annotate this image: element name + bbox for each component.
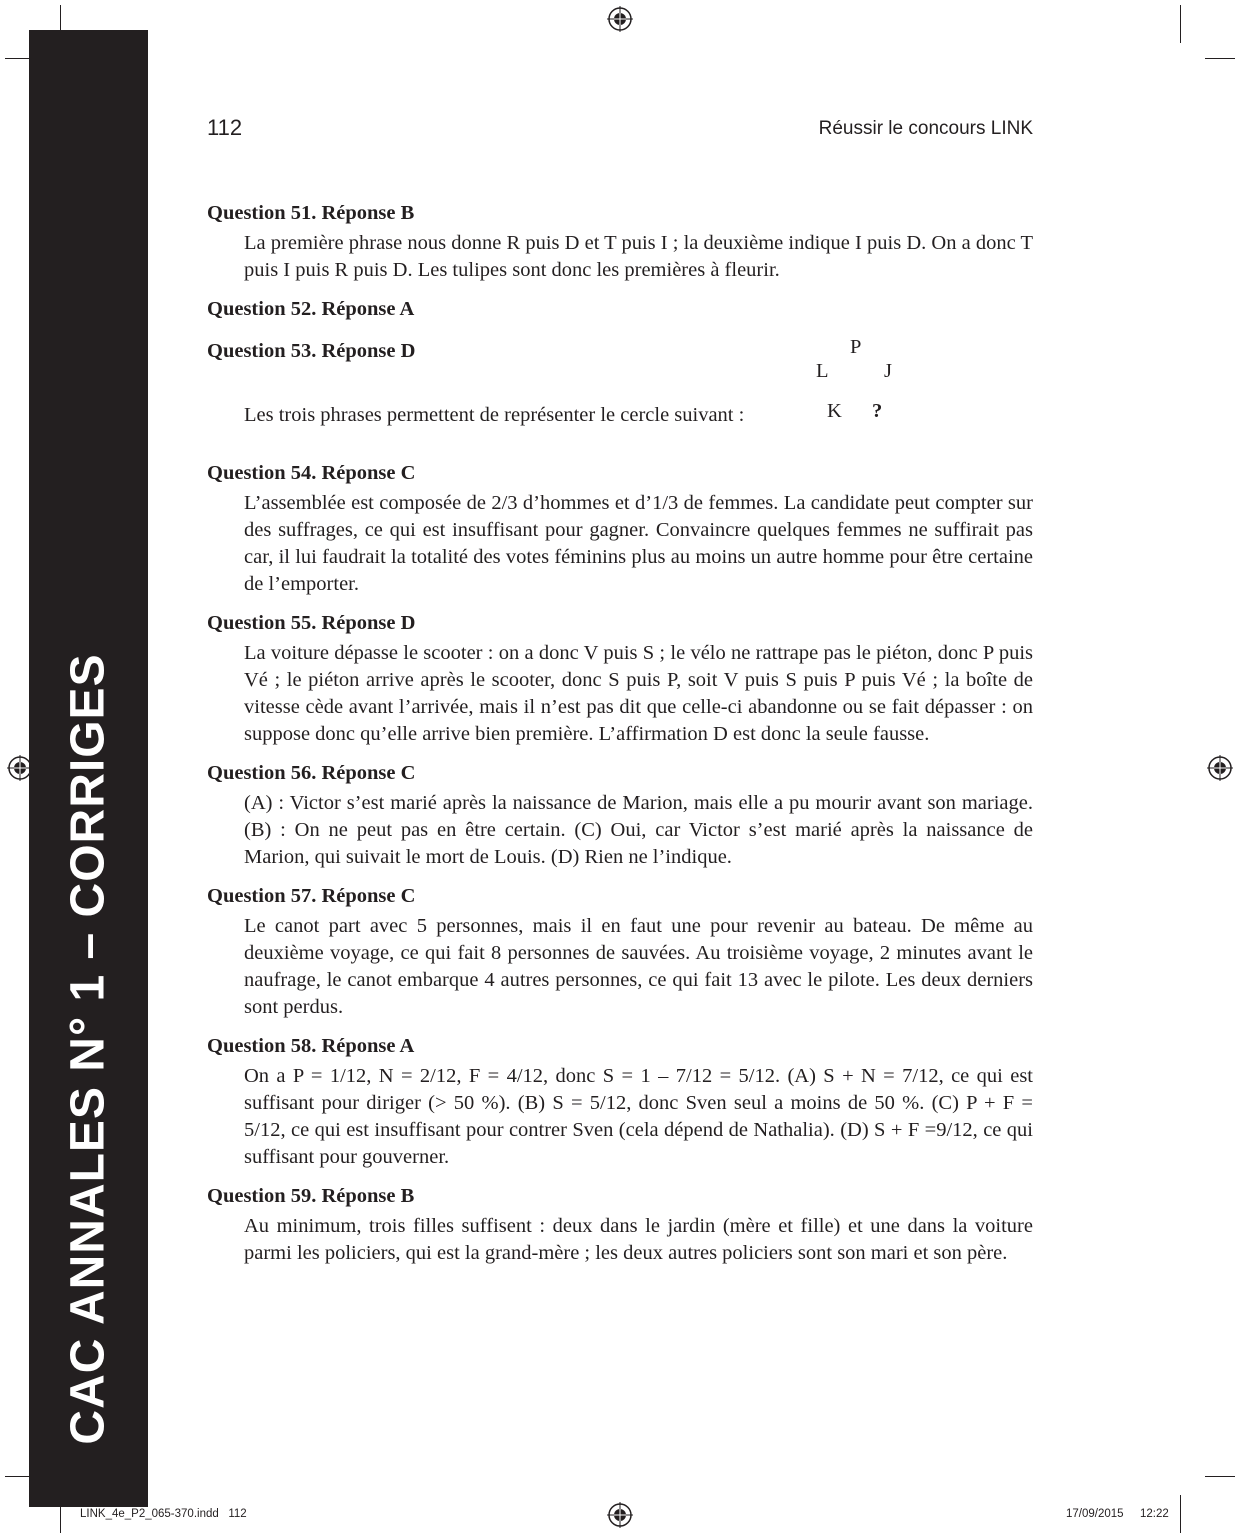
question-title: Question 59. Réponse B [207,1185,415,1207]
question-answer-text: Au minimum, trois filles suffisent : deux dans le jardin (mère et fille) et une dans la voiture parmi les policiers, qui est la grand-mère ; les deux autres policiers sont son mari et son père. [244,1215,1033,1264]
question-answer-text: Le canot part avec 5 personnes, mais il en faut une pour revenir au bateau. De même au deuxième voyage, ce qui fait 8 personnes de sauvées. Au troisième voyage, 2 minutes avant le naufrage, le canot embarque 4 autres personnes, ce qui fait 13 avec le pilote. Les deux derniers sont perdus. [244,915,1033,1018]
circle-letter-bottom-left: K [827,400,842,422]
crop-mark-bottom-right-h [1205,1476,1235,1477]
question-title: Question 55. Réponse D [207,612,416,634]
circle-letter-bottom-right: ? [872,400,883,422]
question-51 [207,199,1033,284]
registration-mark-right-icon [1207,755,1233,781]
question-answer-text: On a P = 1/12, N = 2/12, F = 4/12, donc S = 1 – 7/12 = 5/12. (A) S + N = 7/12, ce qui est suffisant pour diriger (> 50 %). (B) S = 5/12, donc Sven seul a moins de 50 %. (C) P + F = 5/12, ce qui est insuffisant pour contrer Sven (cela dépend de Nathalia). (D) S + F =9/12, ce qui suffisant pour gouverner. [244,1065,1033,1168]
question-57 [207,882,1033,1021]
question-title: Question 52. Réponse A [207,298,415,320]
question-answer-text: La première phrase nous donne R puis D et T puis I ; la deuxième indique I puis D. On a donc T puis I puis R puis D. Les tulipes sont donc les premières à fleurir. [244,232,1033,281]
question-answer-text: (A) : Victor s’est marié après la naissance de Marion, mais elle a pu mourir avant son mariage. (B) : On ne peut pas en être certain. (C) Oui, car Victor s’est marié après la naissance de Marion, qui suivait le mort de Louis. (D) Rien ne l’indique. [244,792,1033,868]
question-58 [207,1032,1033,1171]
question-title: Question 54. Réponse C [207,462,416,484]
question-56 [207,759,1033,871]
side-band-title: CAC ANNALES N° 1 – CORRIGES [61,653,115,1445]
question-54 [207,459,1033,598]
question-answer-text: La voiture dépasse le scooter : on a donc V puis S ; le vélo ne rattrape pas le piéton, donc P puis Vé ; le piéton arrive après le scooter, donc S puis P, soit V puis S puis P puis Vé ; la boîte de vitesse cède avant l’arrivée, mais il n’est pas dit que celle-ci abandonne ou se fait dépasser : on suppose donc qu’elle arrive bien première. L’affirmation D est donc la seule fausse. [244,642,1033,745]
book-title: Réussir le concours LINK [818,118,1033,139]
footer-time: 12:22 [1140,1508,1169,1520]
footer-file-slug: LINK_4e_P2_065-370.indd 112 [80,1508,247,1520]
question-53 [207,337,1033,447]
question-52 [207,295,1033,323]
question-title: Question 57. Réponse C [207,885,416,907]
page-number: 112 [207,115,243,140]
circle-letter-left: L [816,360,829,382]
footer-date: 17/09/2015 [1066,1508,1124,1520]
circle-letter-right: J [884,360,892,382]
question-title: Question 56. Réponse C [207,762,416,784]
question-answer-text: Les trois phrases permettent de représenter le cercle suivant : [244,404,745,426]
answers-section [207,199,1033,1278]
question-title: Question 58. Réponse A [207,1035,415,1057]
question-title: Question 51. Réponse B [207,202,415,224]
registration-mark-bottom-icon [607,1502,633,1528]
question-55 [207,609,1033,748]
crop-mark-top-right-h [1205,58,1235,59]
crop-mark-top-right [1180,5,1181,43]
circle-letter-top: P [850,336,862,358]
crop-mark-bottom-right [1180,1495,1181,1533]
question-title: Question 53. Réponse D [207,340,416,362]
question-answer-text: L’assemblée est composée de 2/3 d’hommes et d’1/3 de femmes. La candidate peut compter sur des suffrages, ce qui est insuffisant pour gagner. Convaincre quelques femmes ne suffirait pas car, il lui faudrait la totalité des votes féminins plus au moins un autre homme pour être certaine de l’emporter. [244,492,1033,595]
registration-mark-top-icon [607,6,633,32]
question-59 [207,1182,1033,1267]
